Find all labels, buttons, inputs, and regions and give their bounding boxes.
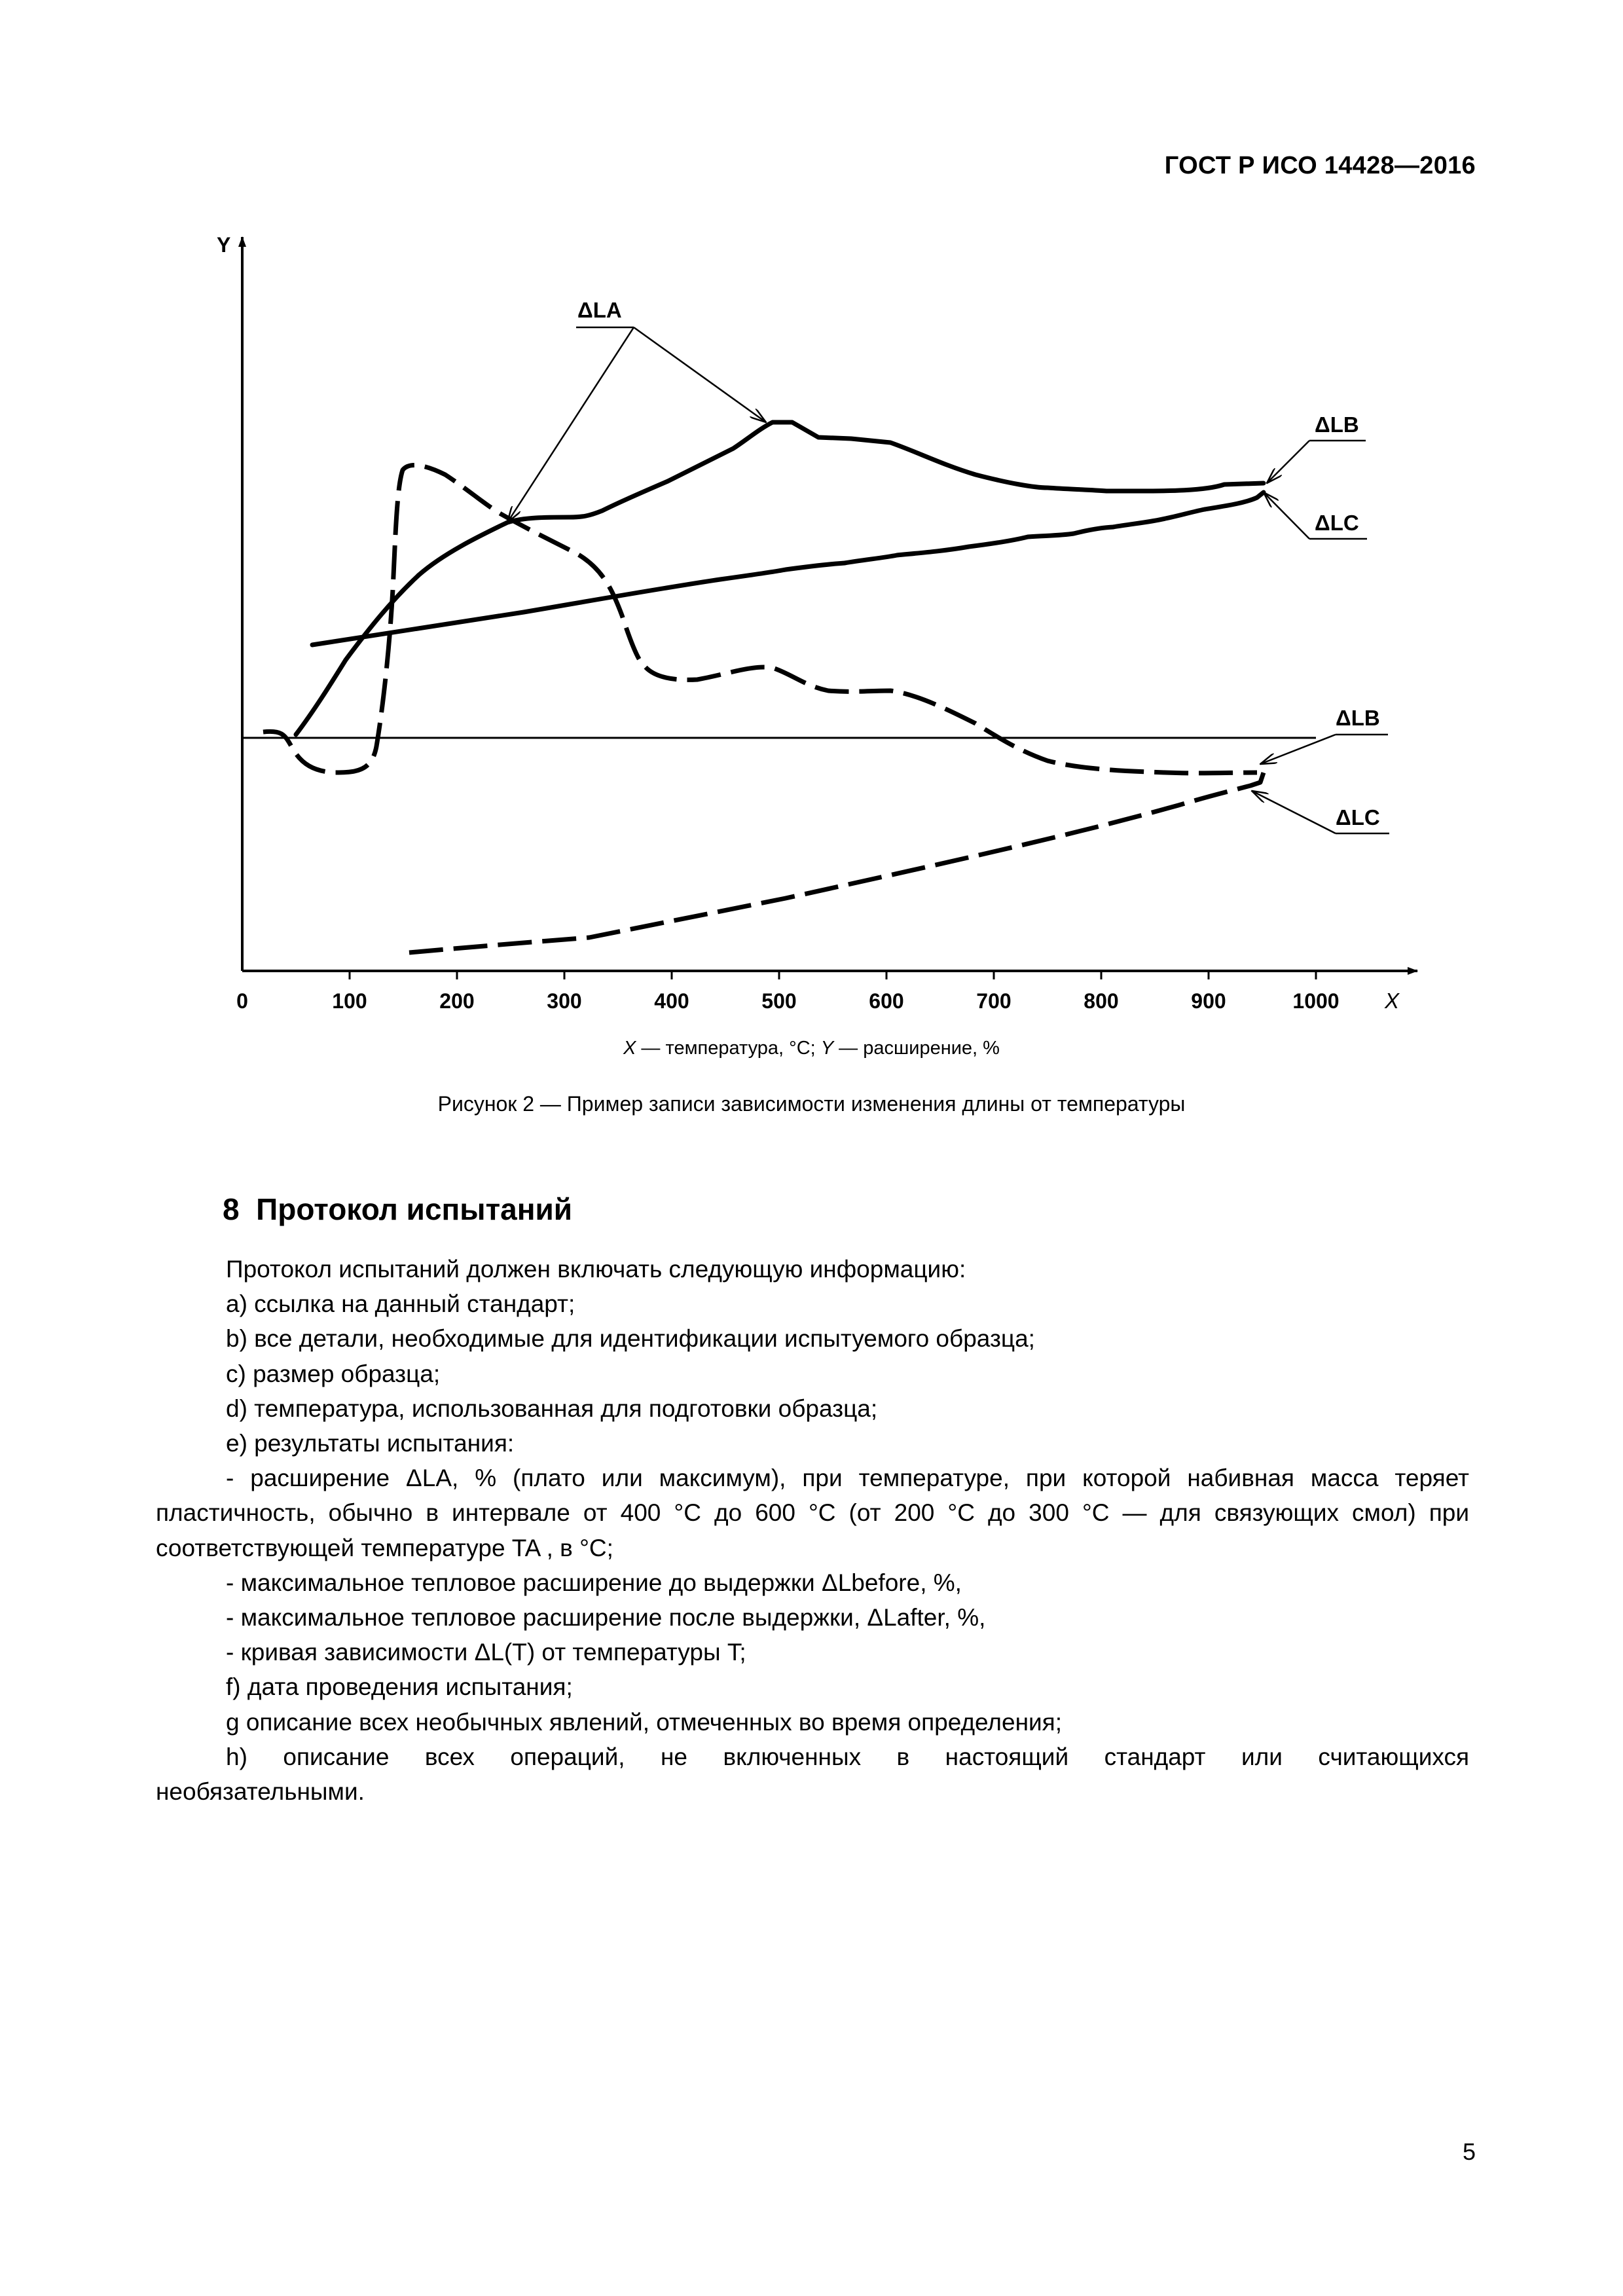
thermal-expansion-figure	[0, 0, 1623, 1021]
label-delta-la: ΔLA	[577, 298, 622, 322]
x-tick-label: 900	[1191, 989, 1226, 1013]
x-tick-label: 700	[976, 989, 1012, 1013]
axis-caption-x-text: — температура, °C;	[636, 1038, 821, 1059]
list-item-f: f) дата проведения испытания;	[226, 1673, 573, 1701]
dashed-linear-curve	[409, 773, 1264, 953]
leader-la-arrow-2	[634, 327, 766, 422]
solid-expansion-curve	[296, 422, 1264, 735]
list-item-d: d) температура, использованная для подготовки образца;	[226, 1394, 878, 1422]
solid-linear-curve	[312, 492, 1264, 645]
x-tick-label: 0	[236, 989, 248, 1013]
x-tick-label: 500	[761, 989, 797, 1013]
section-title: Протокол испытаний	[256, 1192, 573, 1226]
list-item-h-line-2: необязательными.	[156, 1778, 365, 1806]
section-heading	[223, 1192, 572, 1227]
x-ticks	[236, 971, 1339, 1013]
expansion-line-2: пластичность, обычно в интервале от 400 °С до 600 °С (от 200 °С до 300 °С — для связующих смол) при	[156, 1499, 1469, 1527]
before-hold-line: - максимальное тепловое расширение до выдержки ΔLbefore, %,	[226, 1569, 962, 1596]
leader-lb-lower-arrow	[1260, 735, 1336, 764]
x-tick-label: 100	[332, 989, 367, 1013]
x-tick-label: 1000	[1292, 989, 1340, 1013]
list-item-h-line-1: h) описание всех операций, не включенных в настоящий стандарт или считающихся	[226, 1743, 1469, 1770]
label-delta-lb-upper: ΔLB	[1315, 412, 1359, 437]
label-leaders	[507, 327, 1389, 833]
leader-la-arrow-1	[507, 327, 634, 522]
leader-lc-upper-arrow	[1264, 492, 1309, 539]
label-delta-lc-lower: ΔLC	[1336, 805, 1380, 829]
list-item-b: b) все детали, необходимые для идентификации испытуемого образца;	[226, 1325, 1035, 1353]
list-item-c: c) размер образца;	[226, 1360, 441, 1387]
label-delta-lc-upper: ΔLC	[1315, 511, 1359, 535]
figure-axis-caption	[0, 1038, 1623, 1059]
figure-caption: Рисунок 2 — Пример записи зависимости изменения длины от температуры	[437, 1092, 1186, 1116]
x-axis-label: X	[1385, 989, 1400, 1013]
list-item-a: a) ссылка на данный стандарт;	[226, 1290, 575, 1318]
protocol-body	[156, 1252, 1469, 1809]
axis-caption-y-text: — расширение, %	[833, 1038, 1000, 1059]
x-tick-label: 400	[654, 989, 689, 1013]
section-number: 8	[223, 1192, 240, 1226]
expansion-line-3: соответствующей температуре TA , в °С;	[156, 1534, 613, 1561]
axis-caption-y-var: Y	[820, 1038, 834, 1059]
after-hold-line: - максимальное тепловое расширение после выдержки, ΔLafter, %,	[226, 1604, 986, 1631]
x-tick-label: 200	[439, 989, 475, 1013]
x-tick-label: 600	[869, 989, 904, 1013]
y-axis-label: Y	[217, 233, 231, 257]
x-tick-label: 800	[1084, 989, 1119, 1013]
leader-lc-lower-arrow	[1252, 791, 1336, 833]
curve-labels	[577, 298, 1380, 829]
curve-line: - кривая зависимости ΔL(T) от температуры T;	[226, 1639, 746, 1666]
list-item-e: e) результаты испытания:	[226, 1430, 515, 1457]
dashed-expansion-curve	[263, 465, 1257, 773]
leader-lb-upper-arrow	[1267, 441, 1309, 483]
protocol-intro: Протокол испытаний должен включать следующую информацию:	[226, 1256, 966, 1283]
x-tick-label: 300	[547, 989, 582, 1013]
document-header-title: ГОСТ Р ИСО 14428—2016	[1164, 152, 1476, 179]
axis-caption-x-var: X	[623, 1038, 636, 1059]
list-item-g: g описание всех необычных явлений, отмеченных во время определения;	[226, 1708, 1062, 1736]
expansion-line-1: - расширение ΔLA, % (плато или максимум), при температуре, при которой набивная масса теряет	[226, 1465, 1469, 1492]
label-delta-lb-lower: ΔLB	[1336, 706, 1380, 730]
page-number: 5	[1462, 2138, 1476, 2165]
